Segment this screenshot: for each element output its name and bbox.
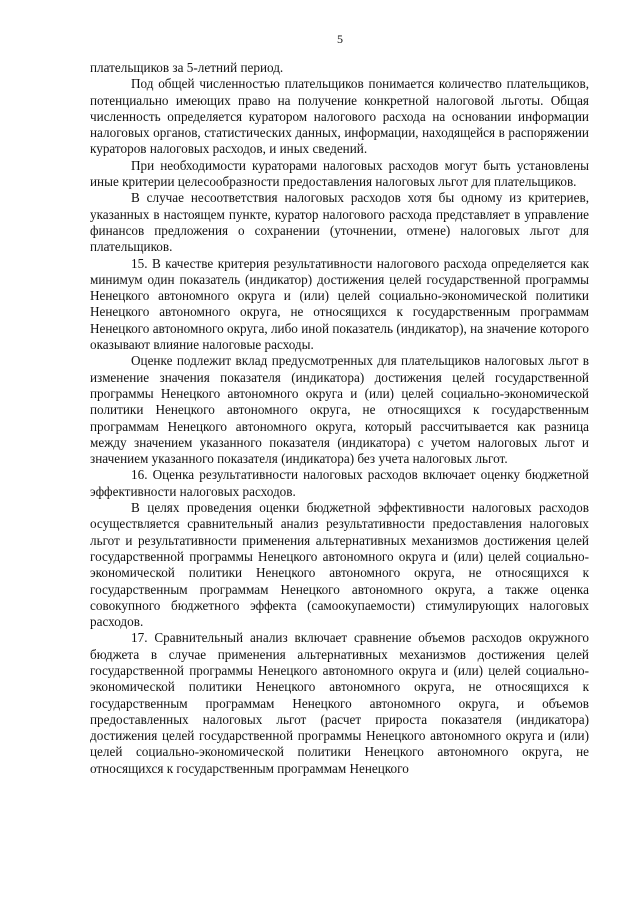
paragraph-noncompliance: В случае несоответствия налоговых расходов хотя бы одному из критериев, указанных в настоящем пункте, куратор налогового расхода представляет в управление финансов предложения о сохранении (уточнении, отмене) налоговых льгот для плательщиков. — [90, 190, 589, 255]
paragraph-item-16: 16. Оценка результативности налоговых расходов включает оценку бюджетной эффективности налоговых расходов. — [90, 467, 589, 499]
paragraph-item-17: 17. Сравнительный анализ включает сравнение объемов расходов окружного бюджета в случае применения альтернативных механизмов достижения целей государственной программы Ненецкого автономного округа и (или) целей социально-экономической политики Ненецкого автономного округа, не относящихся к государственным программам Ненецкого автономного округа, и объемов предоставленных налоговых льгот (расчет прироста показателя (индикатора) достижения целей государственной программы Ненецкого автономного округа и (или) целей социально-экономической политики Ненецкого автономного округа, не относящихся к государственным программам Ненецкого — [90, 630, 589, 776]
paragraph-contribution-assessment: Оценке подлежит вклад предусмотренных для плательщиков налоговых льгот в изменение значения показателя (индикатора) достижения целей государственной программы Ненецкого автономного округа и (или) целей социально-экономической политики Ненецкого автономного округа, не относящихся к государственным программам Ненецкого автономного округа, который рассчитывается как разница между значением указанного показателя (индикатора) с учетом налоговых льгот и значением указанного показателя (индикатора) без учета налоговых льгот. — [90, 353, 589, 467]
paragraph-item-15: 15. В качестве критерия результативности налогового расхода определяется как минимум один показатель (индикатор) достижения целей государственной программы Ненецкого автономного округа и (или) целей социально-экономической политики Ненецкого автономного округа, не относящихся к государственным программам Ненецкого автономного округа, либо иной показатель (индикатор), на значение которого оказывают влияние налоговые расходы. — [90, 255, 589, 353]
page-number: 5 — [337, 32, 343, 46]
paragraph-total-payers: Под общей численностью плательщиков понимается количество плательщиков, потенциально имеющих право на получение конкретной налоговой льготы. Общая численность определяется куратором налогового расхода на основании информации налоговых органов, статистических данных, информации, находящейся в распоряжении кураторов налоговых расходов, и иных сведений. — [90, 76, 589, 157]
document-body — [90, 60, 589, 777]
paragraph-continuation: плательщиков за 5-летний период. — [90, 60, 284, 75]
paragraph-other-criteria: При необходимости кураторами налоговых расходов могут быть установлены иные критерии целесообразности предоставления налоговых льгот для плательщиков. — [90, 157, 589, 190]
paragraph-budget-efficiency: В целях проведения оценки бюджетной эффективности налоговых расходов осуществляется сравнительный анализ результативности предоставления налоговых льгот и результативности применения альтернативных механизмов достижения целей государственной программы Ненецкого автономного округа и (или) целей социально-экономической политики Ненецкого автономного округа, не относящихся к государственным программам Ненецкого автономного округа, а также оценка совокупного бюджетного эффекта (самоокупаемости) стимулирующих налоговых расходов. — [90, 500, 589, 630]
